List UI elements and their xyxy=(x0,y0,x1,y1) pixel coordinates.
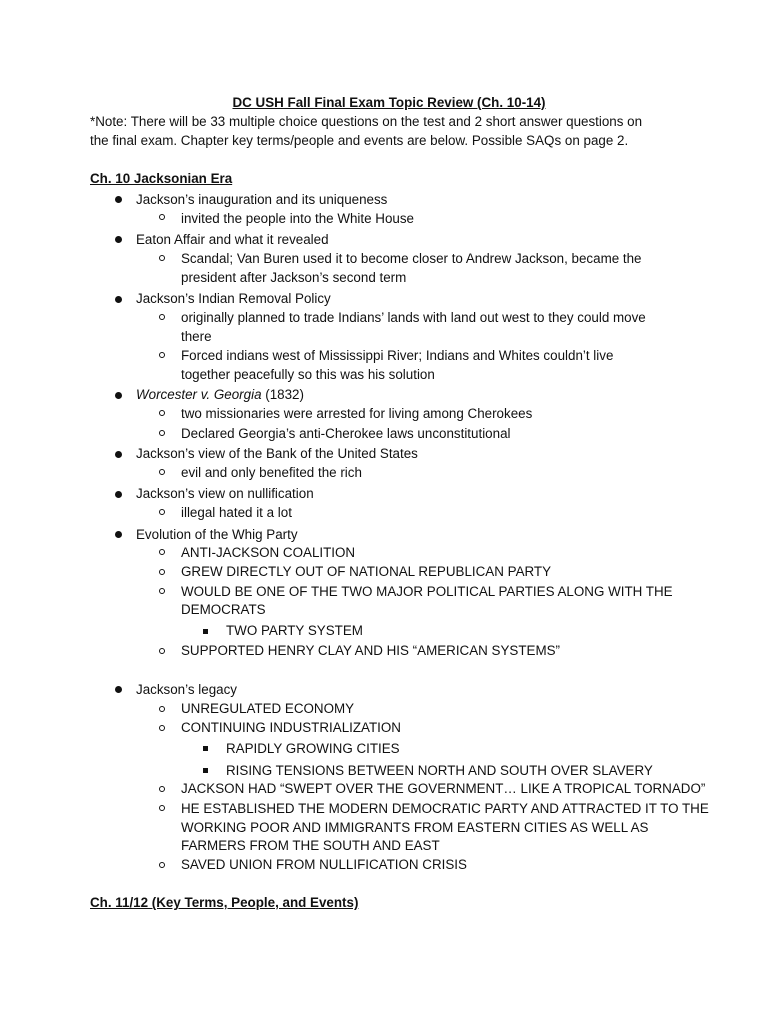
exam-note-line-1: *Note: There will be 33 multiple choice questions on the test and 2 short answer questions on xyxy=(90,114,643,129)
list-item: originally planned to trade Indians’ lands with land out west to they could move xyxy=(181,310,646,325)
bullet-dot-icon xyxy=(115,392,122,399)
list-item: Jackson’s view on nullification xyxy=(136,486,314,501)
list-item-continuation: president after Jackson’s second term xyxy=(181,270,407,285)
bullet-circle-icon xyxy=(159,469,165,475)
list-item: Declared Georgia’s anti-Cherokee laws unconstitutional xyxy=(181,426,511,441)
list-item-continuation: there xyxy=(181,329,212,344)
exam-note-line-2: the final exam. Chapter key terms/people and events are below. Possible SAQs on page 2. xyxy=(90,133,629,148)
list-item-continuation: FARMERS FROM THE SOUTH AND EAST xyxy=(181,838,440,853)
bullet-dot-icon xyxy=(115,531,122,538)
bullet-circle-icon xyxy=(159,352,165,358)
document-title: DC USH Fall Final Exam Topic Review (Ch. 10-14) xyxy=(232,95,546,110)
list-item: two missionaries were arrested for living among Cherokees xyxy=(181,406,533,421)
bullet-circle-icon xyxy=(159,569,165,575)
list-item: HE ESTABLISHED THE MODERN DEMOCRATIC PARTY AND ATTRACTED IT TO THE xyxy=(181,801,709,816)
list-item: CONTINUING INDUSTRIALIZATION xyxy=(181,720,401,735)
list-item: JACKSON HAD “SWEPT OVER THE GOVERNMENT… LIKE A TROPICAL TORNADO” xyxy=(181,781,706,796)
list-item: RISING TENSIONS BETWEEN NORTH AND SOUTH OVER SLAVERY xyxy=(226,763,653,778)
bullet-circle-icon xyxy=(159,706,165,712)
list-item: Jackson’s view of the Bank of the United States xyxy=(136,446,418,461)
section-heading-ch11-12: Ch. 11/12 (Key Terms, People, and Events) xyxy=(90,895,359,910)
bullet-dot-icon xyxy=(115,451,122,458)
bullet-circle-icon xyxy=(159,786,165,792)
list-item: Scandal; Van Buren used it to become closer to Andrew Jackson, became the xyxy=(181,251,642,266)
list-item: SUPPORTED HENRY CLAY AND HIS “AMERICAN SYSTEMS” xyxy=(181,643,560,658)
bullet-dot-icon xyxy=(115,296,122,303)
bullet-dot-icon xyxy=(115,196,122,203)
bullet-circle-icon xyxy=(159,314,165,320)
section-heading-ch10: Ch. 10 Jacksonian Era xyxy=(90,171,233,186)
list-item-continuation: together peacefully so this was his solution xyxy=(181,367,435,382)
list-item-continuation: WORKING POOR AND IMMIGRANTS FROM EASTERN CITIES AS WELL AS xyxy=(181,820,649,835)
list-item: GREW DIRECTLY OUT OF NATIONAL REPUBLICAN PARTY xyxy=(181,564,552,579)
list-item: Forced indians west of Mississippi River; Indians and Whites couldn’t live xyxy=(181,348,614,363)
bullet-circle-icon xyxy=(159,725,165,731)
list-item: illegal hated it a lot xyxy=(181,505,292,520)
bullet-dot-icon xyxy=(115,491,122,498)
bullet-circle-icon xyxy=(159,805,165,811)
bullet-square-icon xyxy=(203,629,208,634)
list-item: Jackson’s legacy xyxy=(136,682,237,697)
list-item: invited the people into the White House xyxy=(181,211,414,226)
list-item: ANTI-JACKSON COALITION xyxy=(181,545,356,560)
case-name: Worcester v. Georgia xyxy=(136,387,262,402)
list-item xyxy=(136,386,304,404)
list-item: TWO PARTY SYSTEM xyxy=(226,623,363,638)
bullet-circle-icon xyxy=(159,509,165,515)
case-year: (1832) xyxy=(261,387,304,402)
bullet-circle-icon xyxy=(159,430,165,436)
list-item: Eaton Affair and what it revealed xyxy=(136,232,329,247)
bullet-square-icon xyxy=(203,746,208,751)
bullet-dot-icon xyxy=(115,686,122,693)
bullet-circle-icon xyxy=(159,588,165,594)
list-item: Evolution of the Whig Party xyxy=(136,527,298,542)
bullet-circle-icon xyxy=(159,648,165,654)
list-item: WOULD BE ONE OF THE TWO MAJOR POLITICAL PARTIES ALONG WITH THE xyxy=(181,584,673,599)
list-item: evil and only benefited the rich xyxy=(181,465,362,480)
bullet-circle-icon xyxy=(159,255,165,261)
list-item-continuation: DEMOCRATS xyxy=(181,602,266,617)
bullet-circle-icon xyxy=(159,862,165,868)
bullet-circle-icon xyxy=(159,549,165,555)
list-item: Jackson’s inauguration and its uniqueness xyxy=(136,192,388,207)
bullet-circle-icon xyxy=(159,410,165,416)
list-item: Jackson’s Indian Removal Policy xyxy=(136,291,331,306)
list-item: RAPIDLY GROWING CITIES xyxy=(226,741,400,756)
bullet-circle-icon xyxy=(159,214,165,220)
bullet-dot-icon xyxy=(115,236,122,243)
list-item: SAVED UNION FROM NULLIFICATION CRISIS xyxy=(181,857,467,872)
bullet-square-icon xyxy=(203,768,208,773)
list-item: UNREGULATED ECONOMY xyxy=(181,701,355,716)
